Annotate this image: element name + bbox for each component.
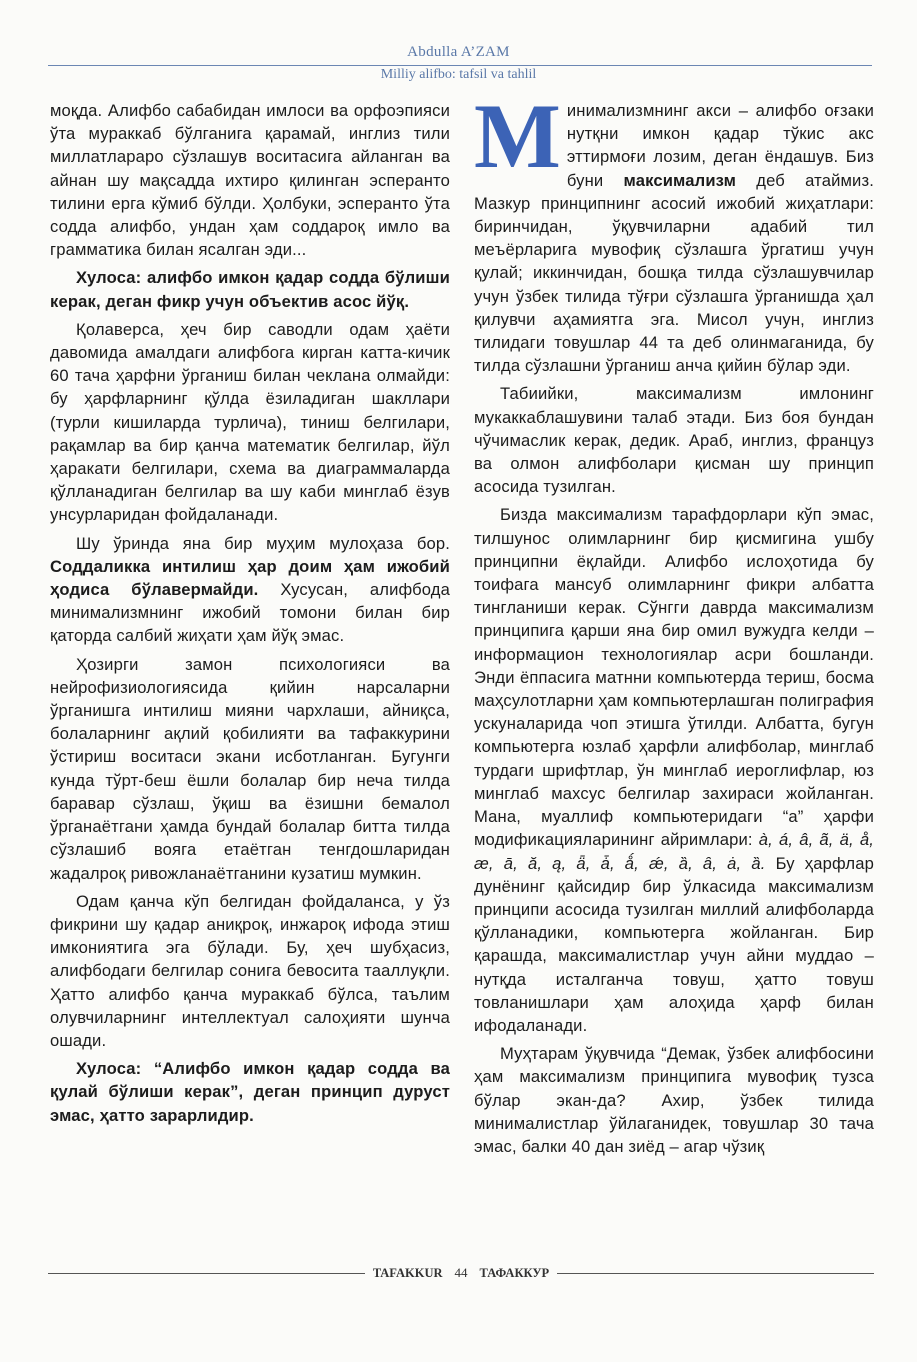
footer-rule-left [48, 1273, 365, 1274]
page-footer [48, 1262, 874, 1284]
right-column [474, 85, 874, 1158]
paragraph-text: Шу ўринда яна бир муҳим мулоҳаза бор. [76, 533, 450, 553]
paragraph: моқда. Алифбо сабабидан имлоси ва орфоэпияси ўта мураккаб бўлганига қарамай, инглиз тили миллатлараро сўзлашув воситасига айланган ва айнан шу мақсадда ихтиро қилинган эсперанто тилини ерга кўмиб бўлди. Ҳолбуки, эсперанто ўта содда алифбо, ундан ҳам соддароқ имло ва грамматика билан ясалган эди... [50, 101, 450, 260]
letter-variants: à, á, â, ã, ä, å, æ, ā, ă, ą, ǟ, ǡ, ǻ, ǽ, ȁ, ȃ, ȧ, ȁ. [474, 830, 874, 873]
paragraph [50, 532, 450, 648]
paragraph-text: Хусусан, алифбода минимализмнинг ижобий томони билан бир қаторда салбий жиҳати ҳам йўқ эмас. [50, 580, 451, 646]
conclusion-paragraph [50, 1057, 450, 1127]
paragraph [474, 503, 874, 1037]
paragraph: Муҳтарам ўқувчида “Демак, ўзбек алифбосини ҳам максимализм принципига мувофиқ тузса бўлар экан-да? Ахир, ўзбек тилида минималистлар ўйлаганидек, товушлар 30 тача эмас, балки 40 дан зиёд – агар чўзиқ [474, 1044, 874, 1156]
paragraph: Табиийки, максимализм имлонинг мукаккаблашувини талаб этади. Биз боя бундан чўчимаслик керак, дедик. Араб, инглиз, француз ва олмон алифболари қисман шу принцип асосида тузилган. [474, 384, 874, 497]
running-header-author: Abdulla A’ZAM [407, 44, 510, 60]
header-divider [48, 65, 872, 66]
paragraph [474, 85, 874, 377]
footer-label-cyrillic: ТАФАККУР [479, 1265, 550, 1280]
conclusion-paragraph [50, 266, 450, 312]
paragraph: Одам қанча кўп белгидан фойдаланса, у ўз фикрини шу қадар аниқроқ, инжароқ ифода этиш имкониятига эга бўлади. Бу, ҳеч шубҳасиз, алифбодаги белгилар сонига бевосита тааллуқли. Ҳатто алифбо қанча мураккаб бўлса, таълим олувчиларнинг интеллектуал салоҳияти шунча ошади. [50, 891, 450, 1050]
footer-rule-right [557, 1273, 874, 1274]
bold-term: максимализм [623, 170, 737, 190]
bold-conclusion: Хулоса: алифбо имкон қадар содда бўлиши керак, деган фикр учун объектив асос йўқ. [50, 268, 450, 311]
paragraph: Ҳозирги замон психологияси ва нейрофизиологиясида қийин нарсаларни ўрганишга интилиш мияни чархлаши, айниқса, болаларнинг ақлий қобилияти ва тафаккурини ўстириш воситаси экани исботланган. Бугунги кунда тўрт-беш ёшли болалар бир неча тилда баравар сўзлаш, ўқиш ва ёзишни бемалол ўрганаётгани ҳамда бундай болалар битта тилда сўзлашиб вояга етаётган тенгдошларидан жадалроқ ривожланаётганини кузатиш мумкин. [50, 654, 450, 883]
page-number: 44 [454, 1265, 468, 1280]
left-column [50, 99, 450, 1127]
paragraph-text: деб атаймиз. Мазкур принципнинг асосий ижобий жиҳатлари: биринчидан, ўқувчиларни адабий тил меъёрларига мувофиқ сўзлашга ўргатиш учун қулай; иккинчидан, бошқа тилда сўзлашувчилар учун ўзбек тилида тўғри сўзлашга ўрганишда ҳал қилувчи аҳамиятга эга. Мисол учун, инглиз тилидаги товушлар 44 та деб олинмаганида, бу тилда сўзлашни ўрганиш анча қийин бўлар эди. [474, 170, 874, 376]
bold-statement: Соддаликка интилиш ҳар доим ҳам ижобий ҳодиса бўлавермайди. [50, 556, 450, 600]
paragraph-text: инимализмнинг акси – алифбо оғзаки нутқни имкон қадар тўкис акс эттирмоғи лозим, деган ёндашув. Биз буни [566, 101, 874, 190]
running-header-subtitle: Milliy alifbo: tafsil va tahlil [380, 67, 537, 82]
paragraph: Қолаверса, ҳеч бир саводли одам ҳаёти давомида амалдаги алифбога кирган катта-кичик 60 тача ҳарфни ўрганиш билан чеклана олмайди: бу ҳарфларнинг қўлда ёзиладиган шакллари (турли кишиларда турлича), тиниш белгилари, рақамлар ва бир қанча математик белгилар, йўл ҳаракати белгилари, схема ва диаграммаларда қўлланадиган белгилар ва шу каби минглаб ёзув унсурларидан фойдаланади. [50, 319, 450, 525]
drop-cap: М [474, 85, 561, 187]
paragraph-text: Бу ҳарфлар дунёнинг қайсидир бир ўлкасида максимализм принципи асосида тузилган миллий алифболарда қўлланадики, компьютерга жойланган. Бир қарашда, максималистлар учун айни муддао – нутқда исталганча товуш, ҳатто товуш товланишлари ҳам алоҳида ҳарф билан ифодаланади. [474, 853, 874, 1035]
footer-label-latin: TAFAKKUR [372, 1265, 443, 1280]
paragraph-text: Бизда максимализм тарафдорлари кўп эмас, тилшунос олимларнинг бир қисмигина ушбу принципни ёқлайди. Алифбо ислоҳотида бу тоифага мансуб олимларнинг фикри албатта тингланиши керак. Сўнгги даврда максимализм принципига қарши яна бир омил вужудга келди – информацион технологиялар асри бошланди. Энди ёппасига матнни компьютерда териш, босма маҳсулотларни ҳам компьютерлашган полиграфия ускуналарида чоп этишга ўтилди. Албатта, бугун компьютерга юзлаб ҳарфли алифболар, минглаб турдаги шрифтлар, ўн минглаб иероглифлар, юз минглаб махсус белгилар захираси жойланган. Мана, муаллиф компьютеридаги “а” ҳарфи модификацияларининг айримлари: [474, 505, 874, 850]
bold-conclusion: Хулоса: “Алифбо имкон қадар содда ва қулай бўлиши керак”, деган принцип дуруст эмас, ҳатто зарарлидир. [50, 1059, 450, 1125]
